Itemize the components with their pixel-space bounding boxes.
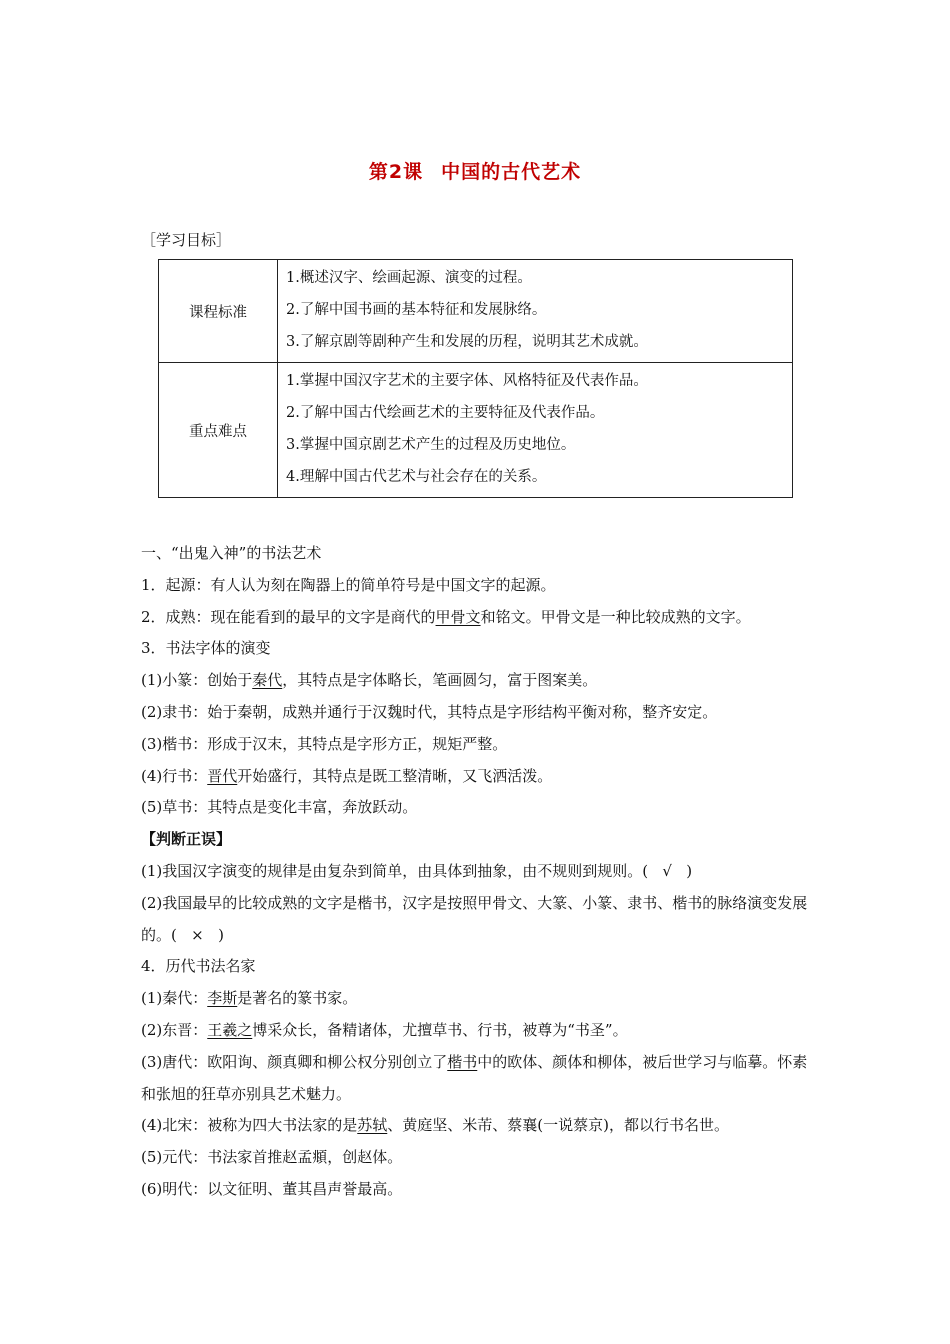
list-item: 4.理解中国古代艺术与社会存在的关系。 xyxy=(286,469,547,485)
origin-line: 1．起源：有人认为刻在陶器上的简单符号是中国文字的起源。 xyxy=(141,575,556,594)
lishu-line: (2)隶书：始于秦朝，成熟并通行于汉魏时代，其特点是字形结构平衡对称，整齐安定。 xyxy=(141,702,718,721)
row-header: 课程标准 xyxy=(159,260,278,363)
row-items xyxy=(278,260,793,363)
mature-line: 2．成熟：现在能看到的最早的文字是商代的甲骨文和铭文。甲骨文是一种比较成熟的文字。 xyxy=(141,607,751,626)
blank-answer: 苏轼 xyxy=(357,1116,388,1135)
qin-line: (1)秦代：李斯是著名的篆书家。 xyxy=(141,989,358,1008)
masters-heading: 4．历代书法名家 xyxy=(141,957,256,976)
list-item: 2.了解中国书画的基本特征和发展脉络。 xyxy=(286,302,547,318)
blank-answer: 楷书 xyxy=(447,1052,478,1071)
page-title xyxy=(0,157,950,184)
evolution-heading: 3．书法字体的演变 xyxy=(141,639,271,658)
xiaozhuan-line: (1)小篆：创始于秦代，其特点是字体略长，笔画圆匀，富于图案美。 xyxy=(141,671,598,690)
cross-mark: × xyxy=(191,925,204,944)
objectives-table xyxy=(158,259,793,498)
table-row xyxy=(159,363,793,498)
judge-heading: 【判断正误】 xyxy=(141,830,232,849)
objectives-label: ［学习目标］ xyxy=(141,231,232,249)
list-item: 3.了解京剧等剧种产生和发展的历程，说明其艺术成就。 xyxy=(286,334,648,350)
row-header: 重点难点 xyxy=(159,363,278,498)
section-calligraphy xyxy=(141,538,821,1206)
blank-answer: 王羲之 xyxy=(207,1020,253,1039)
lesson-name: 中国的古代艺术 xyxy=(441,161,582,183)
blank-answer: 李斯 xyxy=(207,989,238,1008)
check-mark: √ xyxy=(662,861,672,880)
table-row xyxy=(159,260,793,363)
judge-item-1: (1)我国汉字演变的规律是由复杂到简单，由具体到抽象，由不规则到规则。( √ ) xyxy=(141,861,693,880)
row-items xyxy=(278,363,793,498)
judge-item-2: (2)我国最早的比较成熟的文字是楷书，汉字是按照甲骨文、大篆、小篆、隶书、楷书的脉络演变发展的。( × ) xyxy=(141,893,808,944)
list-item: 1.掌握中国汉字艺术的主要字体、风格特征及代表作品。 xyxy=(286,373,648,389)
blank-answer: 秦代 xyxy=(252,671,283,690)
list-item: 2.了解中国古代绘画艺术的主要特征及代表作品。 xyxy=(286,405,605,421)
tang-line: (3)唐代：欧阳询、颜真卿和柳公权分别创立了楷书中的欧体、颜体和柳体，被后世学习与临摹。怀素和张旭的狂草亦别具艺术魅力。 xyxy=(141,1052,808,1103)
dongjin-line: (2)东晋：王羲之博采众长，备精诸体，尤擅草书、行书，被尊为“书圣”。 xyxy=(141,1020,628,1039)
list-item: 1.概述汉字、绘画起源、演变的过程。 xyxy=(286,270,532,286)
ming-line: (6)明代：以文征明、董其昌声誉最高。 xyxy=(141,1179,403,1198)
blank-answer: 甲骨文 xyxy=(435,607,481,626)
blank-answer: 晋代 xyxy=(207,766,238,785)
list-item: 3.掌握中国京剧艺术产生的过程及历史地位。 xyxy=(286,437,576,453)
xingshu-line: (4)行书：晋代开始盛行，其特点是既工整清晰，又飞洒活泼。 xyxy=(141,766,553,785)
caoshu-line: (5)草书：其特点是变化丰富，奔放跃动。 xyxy=(141,798,418,817)
lesson-number: 第2课 xyxy=(368,161,424,183)
yuan-line: (5)元代：书法家首推赵孟頫，创赵体。 xyxy=(141,1148,403,1167)
beisong-line: (4)北宋：被称为四大书法家的是苏轼、黄庭坚、米芾、蔡襄(一说蔡京)，都以行书名世。 xyxy=(141,1116,729,1135)
kaishu-line: (3)楷书：形成于汉末，其特点是字形方正，规矩严整。 xyxy=(141,734,508,753)
section-heading: 一、“出鬼入神”的书法艺术 xyxy=(141,544,322,562)
